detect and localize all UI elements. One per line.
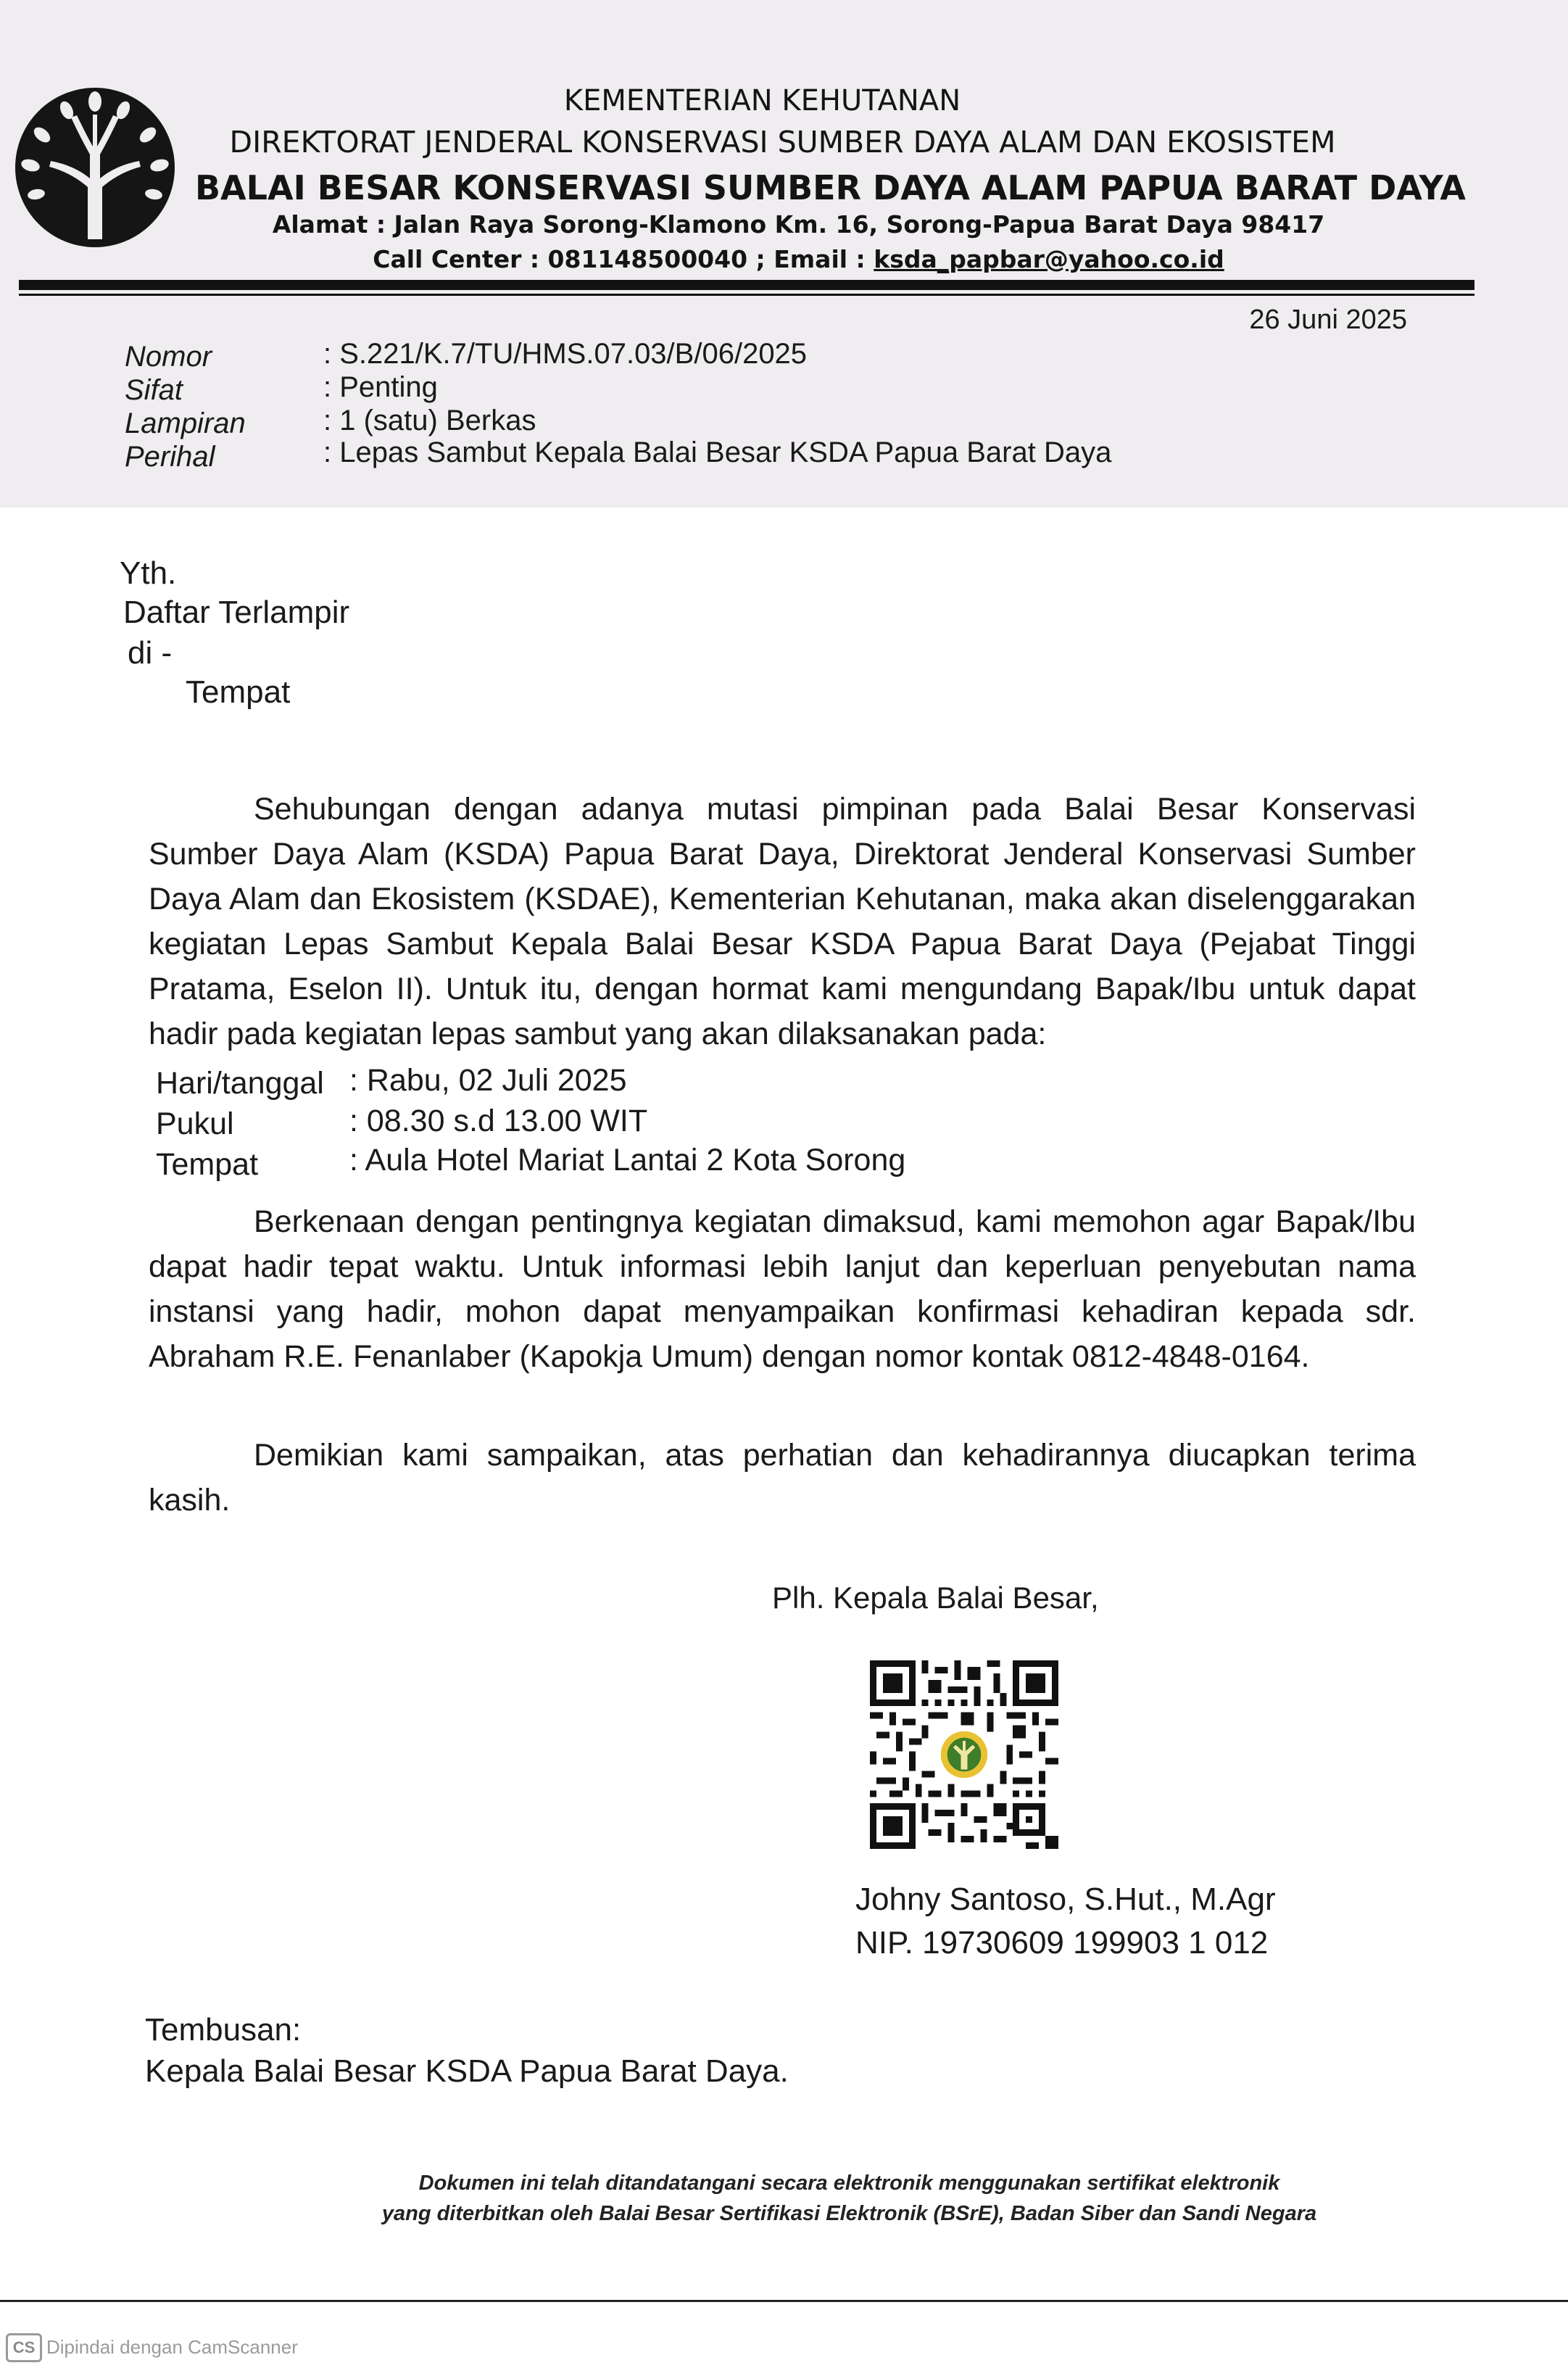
office-name: BALAI BESAR KONSERVASI SUMBER DAYA ALAM PAPUA BARAT DAYA [195,168,1466,207]
event-label-time: Pukul [156,1106,234,1141]
letterhead-divider [19,280,1474,290]
body-paragraph-1: Sehubungan dengan adanya mutasi pimpinan pada Balai Besar Konservasi Sumber Daya Alam (KSDA) Papua Barat Daya, Direktorat Jenderal Konservasi Sumber Daya Alam dan Ekosistem (KSDAE), Kementerian Kehutanan, maka akan diselenggarakan kegiatan Lepas Sambut Kepala Balai Besar KSDA Papua Barat Daya (Pejabat Tinggi Pratama, Eselon II). Untuk itu, dengan hormat kami mengundang Bapak/Ibu untuk dapat hadir pada kegiatan lepas sambut yang akan dilaksanakan pada: [149,792,1416,1051]
cc-label: Tembusan: [145,2012,302,2048]
directorate-name: DIREKTORAT JENDERAL KONSERVASI SUMBER DAYA ALAM DAN EKOSISTEM [229,125,1336,160]
signatory-nip: NIP. 19730609 199903 1 012 [855,1925,1269,1961]
office-contact [14,245,1568,273]
meta-label-sifat: Sifat [125,374,183,406]
signatory-name: Johny Santoso, S.Hut., M.Agr [855,1882,1276,1917]
qr-code-signature-icon [870,1660,1058,1849]
addressee-recipient: Daftar Terlampir [123,595,350,630]
meta-value-lampiran: : 1 (satu) Berkas [323,405,536,436]
addressee-place: Tempat [186,674,291,710]
event-value-place: : Aula Hotel Mariat Lantai 2 Kota Sorong [349,1143,906,1177]
body-paragraph-3: Demikian kami sampaikan, atas perhatian dan kehadirannya diucapkan terima kasih. [149,1438,1416,1518]
footer-divider [0,2300,1568,2302]
meta-value-perihal: : Lepas Sambut Kepala Balai Besar KSDA Papua Barat Daya [323,436,1112,468]
signatory-title: Plh. Kepala Balai Besar, [772,1581,1099,1615]
addressee-di: di - [128,635,173,671]
meta-label-lampiran: Lampiran [125,407,246,439]
event-label-place: Tempat [156,1147,259,1182]
meta-value-nomor: : S.221/K.7/TU/HMS.07.03/B/06/2025 [323,338,808,370]
ministry-name: KEMENTERIAN KEHUTANAN [563,84,961,117]
contact-line: Call Center : 081148500040 ; Email : [373,245,874,273]
office-address: Alamat : Jalan Raya Sorong-Klamono Km. 16, Sorong-Papua Barat Daya 98417 [272,210,1325,239]
meta-value-sifat: : Penting [323,371,438,403]
addressee-yth: Yth. [120,555,177,591]
event-value-time: : 08.30 s.d 13.00 WIT [349,1104,648,1138]
esign-footnote-line-2: yang diterbitkan oleh Balai Besar Sertifikasi Elektronik (BSrE), Badan Siber dan Sandi Negara [381,2202,1317,2225]
scanner-watermark: Dipindai dengan CamScanner [46,2336,298,2358]
meta-label-perihal: Perihal [125,441,215,473]
event-label-date: Hari/tanggal [156,1066,324,1101]
event-value-date: : Rabu, 02 Juli 2025 [349,1063,627,1098]
letter-date: 26 Juni 2025 [1249,305,1407,335]
letterhead-divider-thin [19,294,1474,296]
camscanner-logo-icon: CS [6,2333,42,2362]
email-link[interactable]: ksda_papbar@yahoo.co.id [874,245,1224,273]
meta-label-nomor: Nomor [125,341,212,373]
esign-footnote-line-1: Dokumen ini telah ditandatangani secara elektronik menggunakan sertifikat elektronik [418,2172,1280,2195]
body-paragraph-2: Berkenaan dengan pentingnya kegiatan dimaksud, kami memohon agar Bapak/Ibu dapat hadir tepat waktu. Untuk informasi lebih lanjut dan keperluan penyebutan nama instansi yang hadir, mohon dapat menyampaikan konfirmasi kehadiran kepada sdr. Abraham R.E. Fenanlaber (Kapokja Umum) dengan nomor kontak 0812-4848-0164. [149,1204,1416,1374]
cc-item: Kepala Balai Besar KSDA Papua Barat Daya. [145,2053,789,2089]
